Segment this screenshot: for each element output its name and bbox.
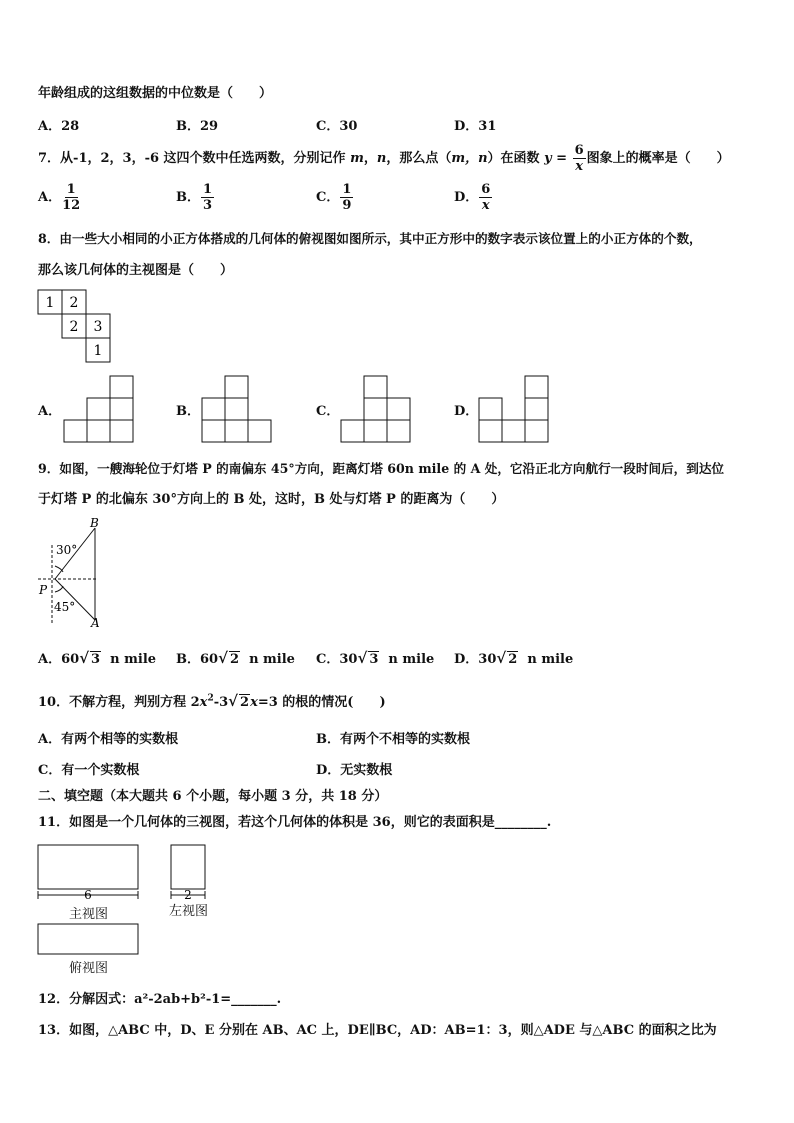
q10-option-b[interactable]: B．有两个不相等的实数根 [316,732,471,747]
section-heading: 二、填空题（本大题共 6 个小题，每小题 3 分，共 18 分） [38,789,388,804]
q12-stem: 12．分解因式：a²-2ab+b²-1=_______. [38,992,282,1007]
side-view-label: 左视图 [169,904,209,919]
q7-option-c[interactable]: C． $\frac{1}{9}$ [316,182,352,213]
q8-option-a[interactable]: A． [38,404,62,419]
q7-option-a[interactable]: A． $\frac{1}{12}$ [38,182,81,213]
grid-number: 2 [69,319,79,335]
q9-option-a[interactable]: A．60√ 3 n mile [38,649,157,667]
q9-option-d[interactable]: D．30√ 2 n mile [454,649,574,667]
top-view-label: 俯视图 [69,961,109,976]
q10-option-c[interactable]: C．有一个实数根 [38,763,140,778]
q8-stem-line1: 8．由一些大小相同的小正方体搭成的几何体的俯视图如图所示，其中正方形中的数字表示该位置上的小正方体的个数， [38,231,702,246]
grid-number: 2 [69,295,79,311]
label-b: B [90,516,99,530]
front-view-dimension: 6 [84,888,92,902]
q6-option-b[interactable]: B．29 [176,119,219,134]
q6-option-d[interactable]: D．31 [454,119,497,134]
q6-option-c[interactable]: C．30 [316,119,358,134]
q11-stem: 11．如图是一个几何体的三视图，若这个几何体的体积是 36，则它的表面积是________. [38,815,552,830]
angle-45-label: 45° [54,600,76,614]
q7-option-d[interactable]: D． $\frac{6}{x}$ [454,182,491,213]
q8-option-d[interactable]: D． [454,404,479,419]
q7-option-b[interactable]: B． $\frac{1}{3}$ [176,182,213,213]
q9-option-b[interactable]: B．60√ 2 n mile [176,649,295,667]
q7-stem: 7．从-1，2，3，-6 这四个数中任选两数，分别记作 m，n，那么点（m，n）在函数 y = $\frac{6}{x}$ 图象上的概率是（ ） [38,143,730,174]
grid-number: 1 [45,295,55,311]
grid-number: 3 [93,319,103,335]
q8-option-c[interactable]: C． [316,404,340,419]
q9-option-c[interactable]: C．30√ 3 n mile [316,649,435,667]
label-p: P [39,583,48,597]
label-a: A [91,616,100,630]
q9-stem-line2: 于灯塔 P 的北偏东 30°方向上的 B 处，这时，B 处与灯塔 P 的距离为（ ） [38,492,505,507]
q10-option-d[interactable]: D．无实数根 [316,763,393,778]
front-view-label: 主视图 [69,907,109,922]
q10-stem: 10．不解方程，判别方程 $2x^2-3√$ 2x=3 的根的情况( ) [38,692,386,710]
q9-stem-line1: 9．如图，一艘海轮位于灯塔 P 的南偏东 45°方向，距离灯塔 60n mile 的 A 处，它沿正北方向航行一段时间后，到达位 [38,461,725,476]
q6-option-a[interactable]: A．28 [38,119,80,134]
q8-option-b[interactable]: B． [176,404,200,419]
q6-stem: 年龄组成的这组数据的中位数是（ ） [38,86,273,101]
grid-number: 1 [93,343,103,359]
q10-option-a[interactable]: A．有两个相等的实数根 [38,732,179,747]
side-view-dimension: 2 [184,888,192,902]
q7-function-fraction: $\frac{6}{x}$ [574,143,584,174]
q8-stem-line2: 那么该几何体的主视图是（ ） [38,263,234,278]
angle-30-label: 30° [56,543,78,557]
q13-stem: 13．如图，△ABC 中，D、E 分别在 AB、AC 上，DE∥BC，AD：AB=1：3，则△ADE 与△ABC 的面积之比为 [38,1023,717,1038]
